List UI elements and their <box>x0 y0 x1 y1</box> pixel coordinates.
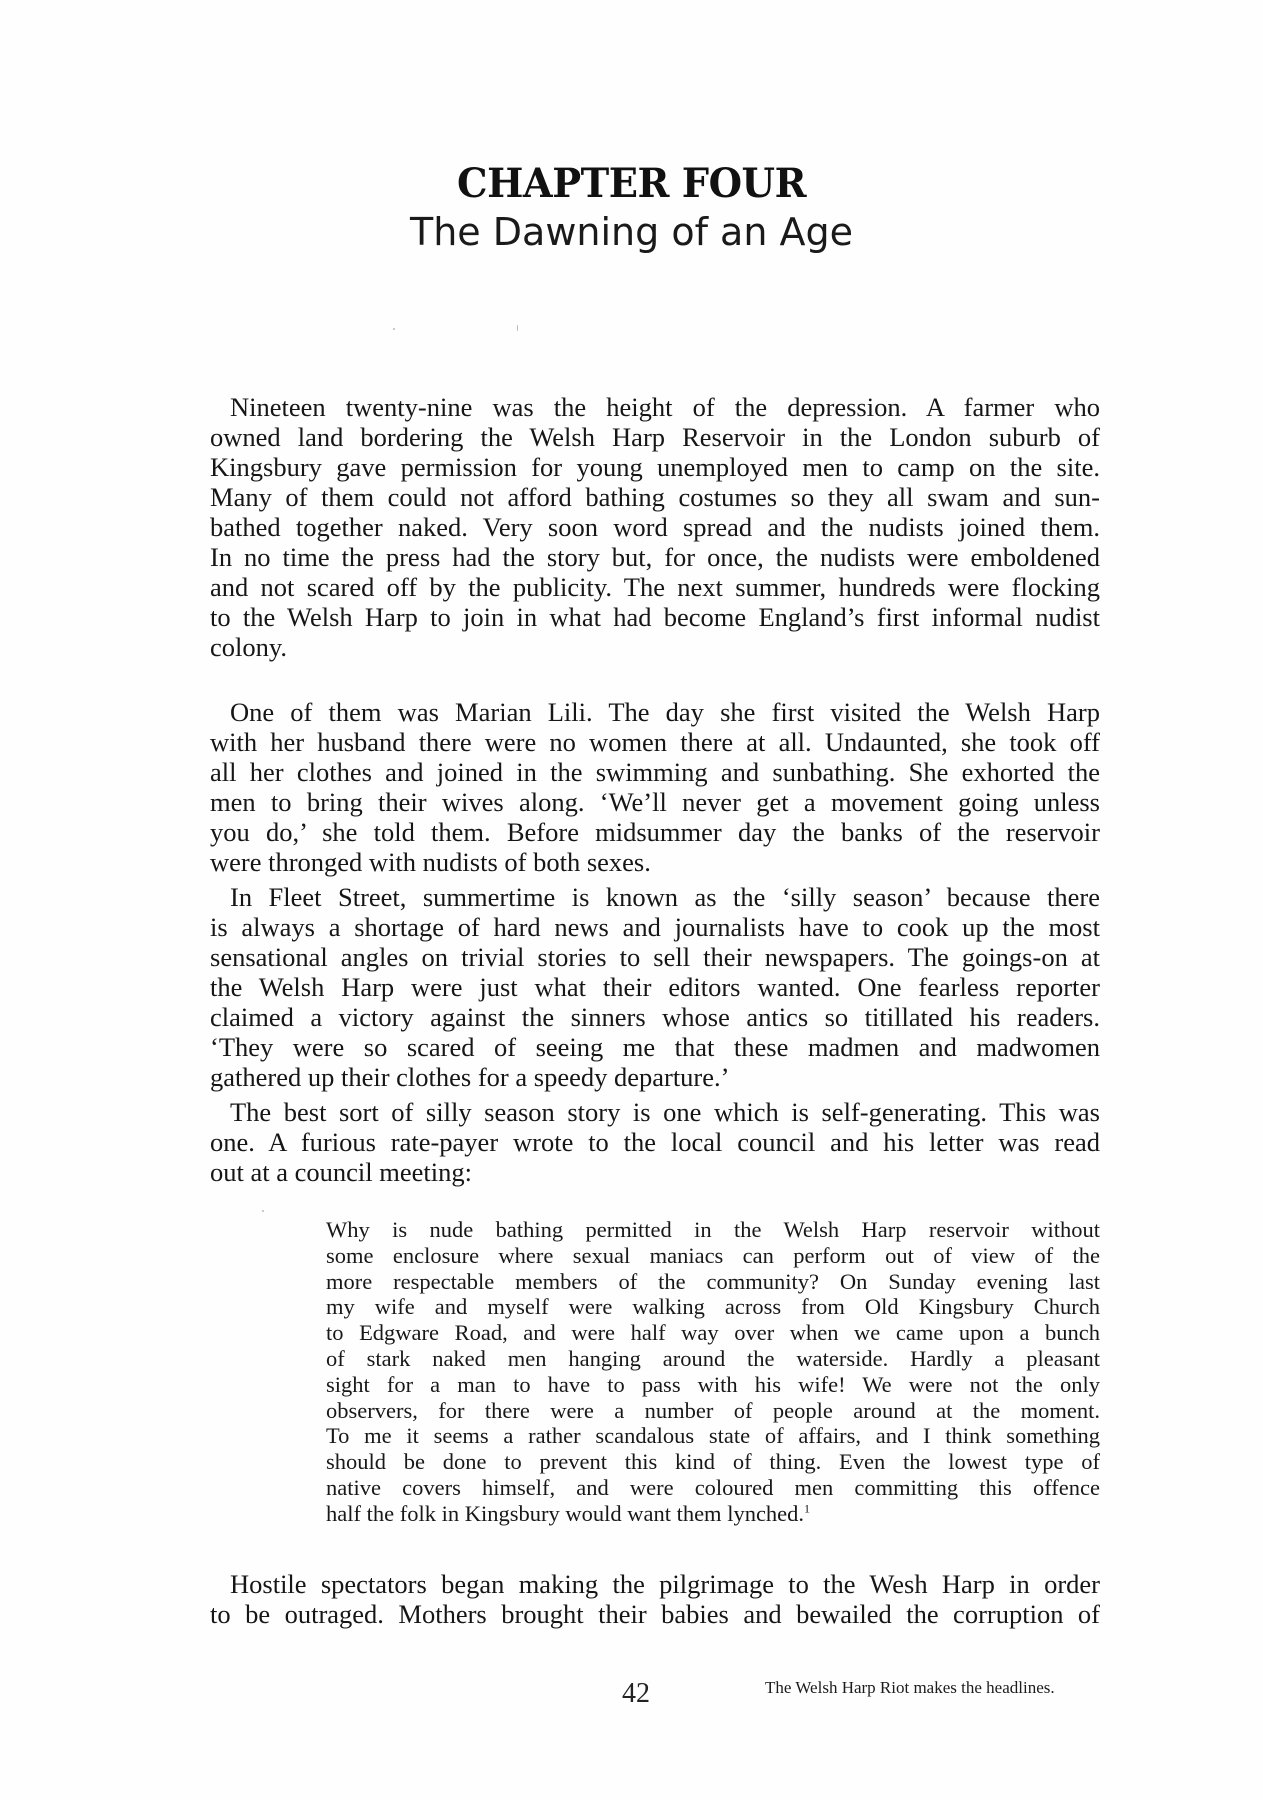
text-line: gathered up their clothes for a speedy departure.’ <box>210 1062 730 1092</box>
figure-caption: The Welsh Harp Riot makes the headlines. <box>765 1678 1055 1697</box>
block-quote-letter <box>326 1217 1100 1527</box>
text-line: the Welsh Harp were just what their editors wanted. One fearless reporter <box>210 972 1100 1002</box>
text-line: ‘They were so scared of seeing me that these madmen and madwomen <box>210 1032 1100 1062</box>
text-line: to the Welsh Harp to join in what had become England’s first informal nudist <box>210 602 1100 632</box>
text-line: all her clothes and joined in the swimming and sunbathing. She exhorted the <box>210 757 1100 787</box>
quote-line-text: half the folk in Kingsbury would want them lynched. <box>326 1500 805 1526</box>
page-number: 42 <box>622 1678 650 1709</box>
text-line: Kingsbury gave permission for young unemployed men to camp on the site. <box>210 452 1100 482</box>
text-line: to be outraged. Mothers brought their babies and bewailed the corruption of <box>210 1599 1100 1629</box>
quote-line: some enclosure where sexual maniacs can perform out of view of the <box>326 1242 1100 1268</box>
text-line: you do,’ she told them. Before midsummer day the banks of the reservoir <box>210 817 1100 847</box>
quote-line: observers, for there were a number of people around at the moment. <box>326 1397 1100 1423</box>
scan-speck <box>262 1210 264 1212</box>
chapter-heading: CHAPTER FOUR <box>457 160 806 207</box>
scan-speck <box>517 325 518 331</box>
text-line: Hostile spectators began making the pilgrimage to the Wesh Harp in order <box>230 1569 1100 1599</box>
quote-line: of stark naked men hanging around the waterside. Hardly a pleasant <box>326 1345 1100 1371</box>
text-line: bathed together naked. Very soon word spread and the nudists joined them. <box>210 512 1100 542</box>
text-line: men to bring their wives along. ‘We’ll never get a movement going unless <box>210 787 1100 817</box>
text-line: one. A furious rate-payer wrote to the local council and his letter was read <box>210 1127 1100 1157</box>
quote-line: Why is nude bathing permitted in the Welsh Harp reservoir without <box>326 1217 1100 1242</box>
text-line: The best sort of silly season story is one which is self-generating. This was <box>230 1097 1100 1127</box>
chapter-subtitle: The Dawning of an Age <box>410 210 853 254</box>
scan-speck <box>393 328 395 330</box>
quote-line: sight for a man to have to pass with his wife! We were not the only <box>326 1371 1100 1397</box>
quote-line: native covers himself, and were coloured men committing this offence <box>326 1474 1100 1500</box>
text-line: In no time the press had the story but, for once, the nudists were emboldened <box>210 542 1100 572</box>
paragraph-3 <box>210 882 1100 1092</box>
text-line: In Fleet Street, summertime is known as the ‘silly season’ because there <box>230 882 1100 912</box>
text-line: claimed a victory against the sinners whose antics so titillated his readers. <box>210 1002 1100 1032</box>
text-line: One of them was Marian Lili. The day she first visited the Welsh Harp <box>230 697 1100 727</box>
text-line: owned land bordering the Welsh Harp Reservoir in the London suburb of <box>210 422 1100 452</box>
quote-line: my wife and myself were walking across from Old Kingsbury Church <box>326 1294 1100 1320</box>
paragraph-5 <box>210 1569 1100 1629</box>
quote-line-final <box>326 1501 1100 1527</box>
text-line: is always a shortage of hard news and journalists have to cook up the most <box>210 912 1100 942</box>
text-line: were thronged with nudists of both sexes. <box>210 847 651 877</box>
text-line: out at a council meeting: <box>210 1157 472 1187</box>
text-line: with her husband there were no women there at all. Undaunted, she took off <box>210 727 1100 757</box>
quote-line: To me it seems a rather scandalous state of affairs, and I think something <box>326 1423 1100 1449</box>
text-line: Many of them could not afford bathing costumes so they all swam and sun- <box>210 482 1100 512</box>
footnote-reference[interactable]: 1 <box>804 1501 811 1516</box>
quote-line: to Edgware Road, and were half way over when we came upon a bunch <box>326 1320 1100 1346</box>
quote-line: more respectable members of the community? On Sunday evening last <box>326 1268 1100 1294</box>
text-line: and not scared off by the publicity. The next summer, hundreds were flocking <box>210 572 1100 602</box>
text-line: colony. <box>210 632 288 662</box>
text-line: Nineteen twenty-nine was the height of the depression. A farmer who <box>230 392 1100 422</box>
quote-line: should be done to prevent this kind of thing. Even the lowest type of <box>326 1449 1100 1475</box>
paragraph-4 <box>210 1097 1100 1187</box>
paragraph-2 <box>210 697 1100 877</box>
text-line: sensational angles on trivial stories to sell their newspapers. The goings-on at <box>210 942 1100 972</box>
paragraph-1 <box>210 392 1100 662</box>
